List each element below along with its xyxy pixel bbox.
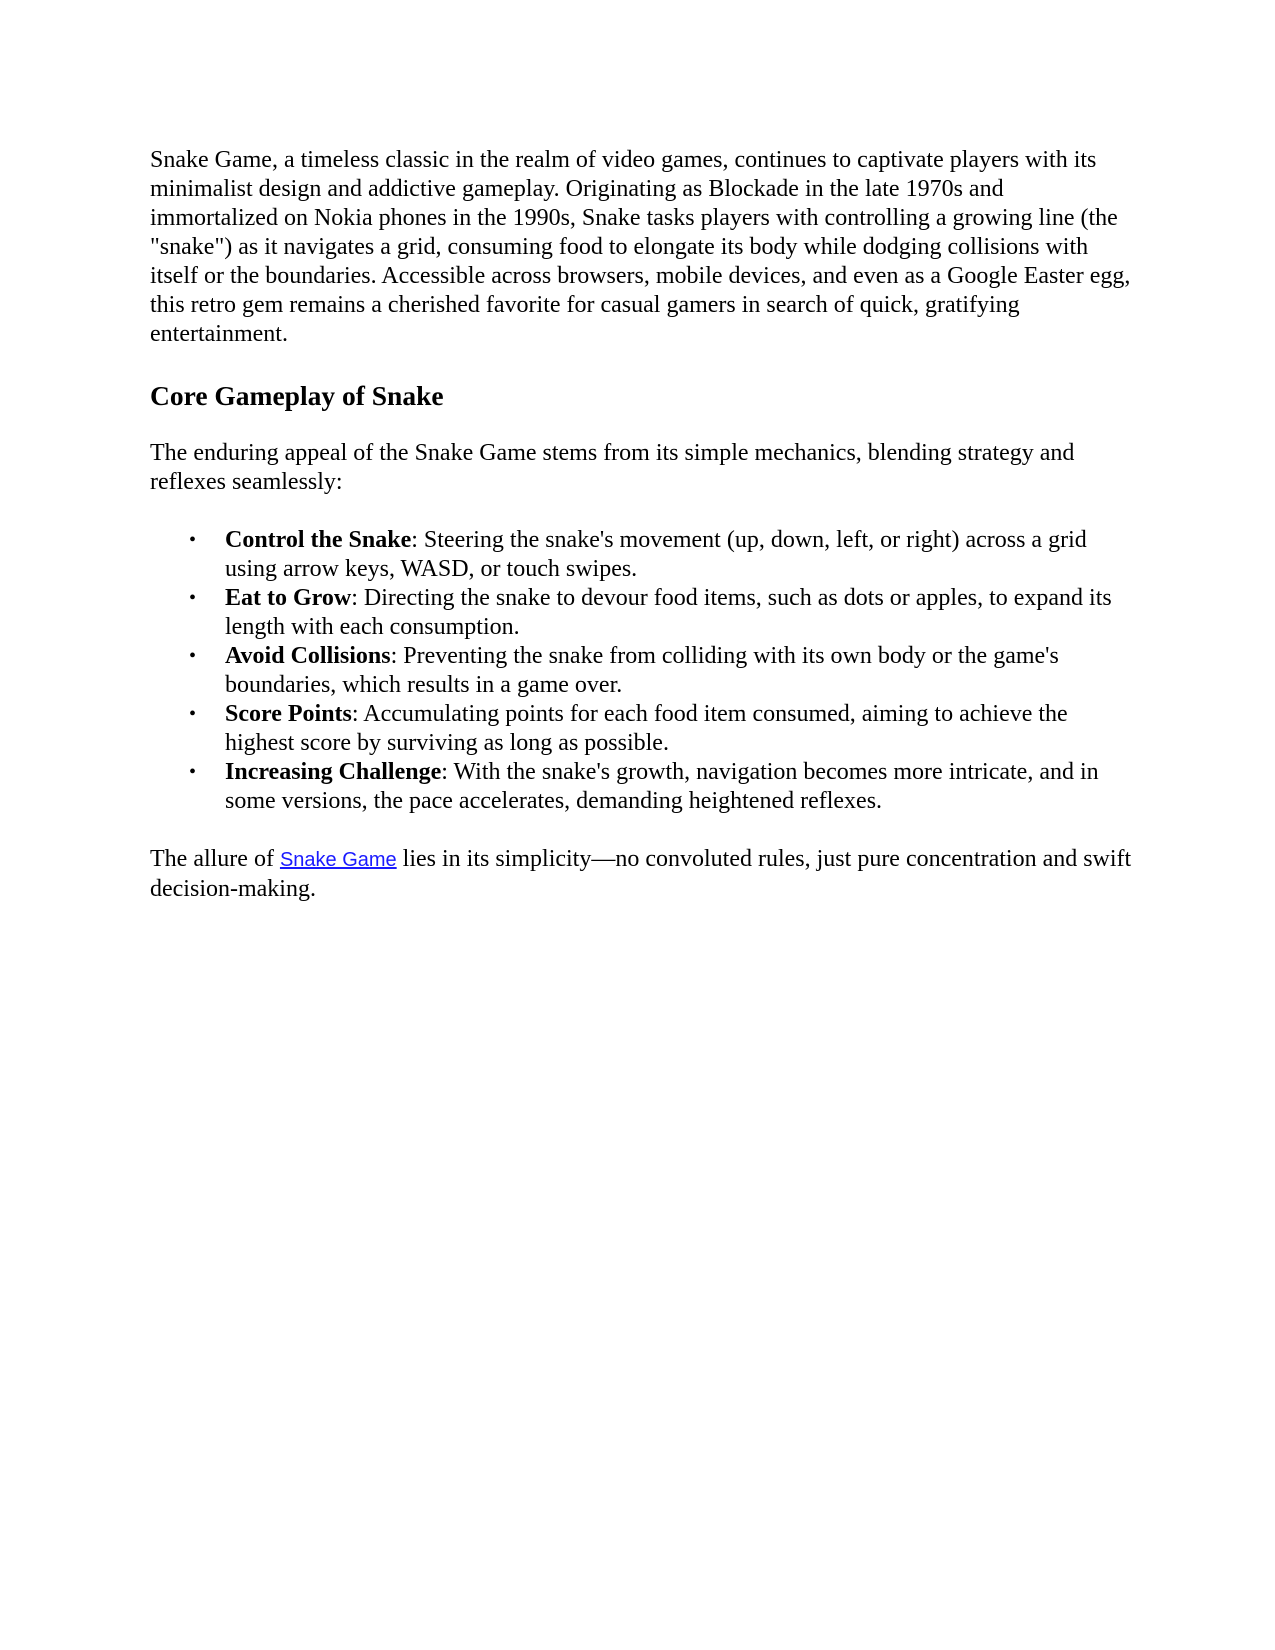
bullet-icon: • <box>189 761 197 783</box>
feature-list <box>150 526 1135 816</box>
intro-paragraph: Snake Game, a timeless classic in the realm of video games, continues to captivate players with its minimalist design and addictive gameplay. Originating as Blockade in the late 1970s and immortalized on Nokia phones in the 1990s, Snake tasks players with controlling a growing line (the "snake") as it navigates a grid, consuming food to elongate its body while dodging collisions with itself or the boundaries. Accessible across browsers, mobile devices, and even as a Google Easter egg, this retro gem remains a cherished favorite for casual gamers in search of quick, gratifying entertainment. <box>150 147 1131 347</box>
bullet-icon: • <box>189 587 197 609</box>
feature-description: : With the snake's growth, navigation becomes more intricate, and in some versions, the pace accelerates, demanding heightened reflexes. <box>225 759 1099 814</box>
feature-description: : Preventing the snake from colliding with its own body or the game's boundaries, which results in a game over. <box>225 643 1059 698</box>
feature-description: : Accumulating points for each food item consumed, aiming to achieve the highest score by surviving as long as possible. <box>225 701 1068 756</box>
lead-paragraph: The enduring appeal of the Snake Game stems from its simple mechanics, blending strategy and reflexes seamlessly: <box>150 440 1075 495</box>
bullet-icon: • <box>189 529 197 551</box>
bullet-icon: • <box>189 645 197 667</box>
document-page <box>150 146 1135 904</box>
feature-term: Eat to Grow <box>225 585 352 611</box>
bullet-icon: • <box>189 703 197 725</box>
closing-paragraph <box>150 845 1135 904</box>
feature-description: : Directing the snake to devour food items, such as dots or apples, to expand its length with each consumption. <box>225 585 1112 640</box>
feature-term: Avoid Collisions <box>225 643 391 669</box>
snake-game-link[interactable]: Snake Game <box>279 849 397 871</box>
feature-term: Increasing Challenge <box>225 759 442 785</box>
feature-term: Score Points <box>225 701 352 727</box>
list-item <box>150 758 1135 816</box>
list-item <box>150 700 1135 758</box>
feature-description: : Steering the snake's movement (up, down, left, or right) across a grid using arrow keys, WASD, or touch swipes. <box>225 527 1087 582</box>
closing-text-before: The allure of <box>150 846 280 872</box>
list-item <box>150 526 1135 584</box>
list-item <box>150 642 1135 700</box>
closing-text-after: lies in its simplicity—no convoluted rules, just pure concentration and swift decision-making. <box>150 846 1132 902</box>
list-item <box>150 584 1135 642</box>
section-heading: Core Gameplay of Snake <box>150 380 444 411</box>
feature-term: Control the Snake <box>225 527 412 553</box>
